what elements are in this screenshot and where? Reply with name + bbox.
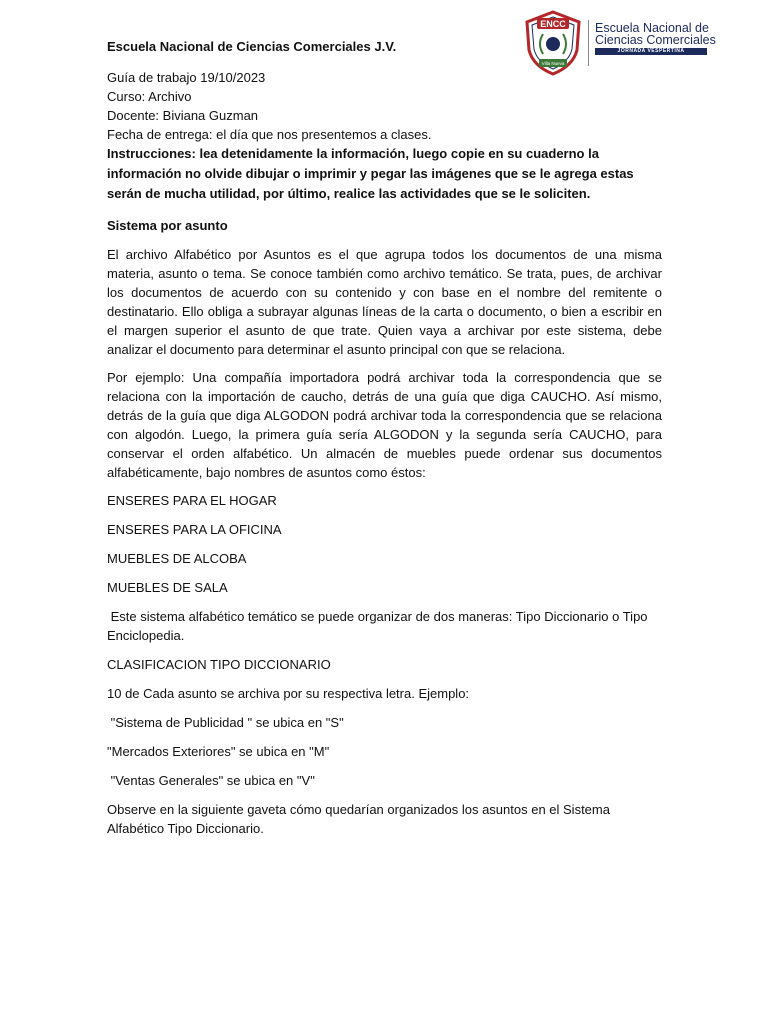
list-item: MUEBLES DE ALCOBA	[107, 551, 247, 566]
paragraph-1: El archivo Alfabético por Asuntos es el que agrupa todos los documentos de una misma materia, asunto o tema. Se conoce también como archivo temático. Se trata, pues, de archivar los documentos de acuerdo con su contenido y con base en el nombre del remitente o destinatario. Ello obliga a subrayar algunas líneas de la carta o documento, o bien a escribir en el margen superior el asunto de que trate. Quien vaya a archivar por este sistema, debe analizar el documento para determinar el asunto principal con que se relaciona.	[107, 247, 662, 357]
example-item: "Mercados Exteriores" se ubica en "M"	[107, 744, 330, 759]
example-item: "Sistema de Publicidad " se ubica en "S"	[107, 715, 344, 730]
classification-title: CLASIFICACION TIPO DICCIONARIO	[107, 657, 331, 672]
school-name: Escuela Nacional de Ciencias Comerciales J.V.	[107, 39, 397, 54]
teacher: Docente: Biviana Guzman	[107, 108, 259, 123]
due-date: Fecha de entrega: el día que nos presentemos a clases.	[107, 127, 432, 142]
emblem-bottom-text: Villa Nueva	[541, 61, 565, 66]
list-item: MUEBLES DE SALA	[107, 580, 228, 595]
course: Curso: Archivo	[107, 89, 192, 104]
list-item: ENSERES PARA LA OFICINA	[107, 522, 282, 537]
logo-line-2: Ciencias Comerciales	[595, 33, 716, 47]
section-title: Sistema por asunto	[107, 218, 228, 233]
instructions: Instrucciones: lea detenidamente la información, luego copie en su cuaderno la información no olvide dibujar o imprimir y pegar las imágenes que se le agrega estas serán de mucha utilidad, por último, realice las actividades que se le soliciten.	[107, 146, 634, 201]
paragraph-5: Observe en la siguiente gaveta cómo quedarían organizados los asuntos en el Sistema Alfabético Tipo Diccionario.	[107, 802, 610, 836]
example-item: "Ventas Generales" se ubica en "V"	[107, 773, 315, 788]
logo-line-1: Escuela Nacional de	[595, 21, 709, 35]
paragraph-2: Por ejemplo: Una compañía importadora podrá archivar toda la correspondencia que se relaciona con la importación de caucho, detrás de una guía que diga CAUCHO. Así mismo, detrás de la guía que diga ALGODON podrá archivar toda la correspondencia que se relaciona con algodón. Luego, la primera guía sería ALGODON y la segunda sería CAUCHO, para conservar el orden alfabético. Un almacén de muebles puede ordenar sus documentos alfabéticamente, bajo nombres de asuntos como éstos:	[107, 370, 662, 480]
list-item: ENSERES PARA EL HOGAR	[107, 493, 277, 508]
paragraph-4: 10 de Cada asunto se archiva por su respectiva letra. Ejemplo:	[107, 686, 470, 701]
guide-date: Guía de trabajo 19/10/2023	[107, 70, 266, 85]
logo-subtitle: JORNADA VESPERTINA	[595, 48, 707, 55]
paragraph-3: Este sistema alfabético temático se puede organizar de dos maneras: Tipo Diccionario o Tipo Enciclopedia.	[107, 609, 652, 643]
emblem-text: ENCC	[540, 19, 566, 29]
